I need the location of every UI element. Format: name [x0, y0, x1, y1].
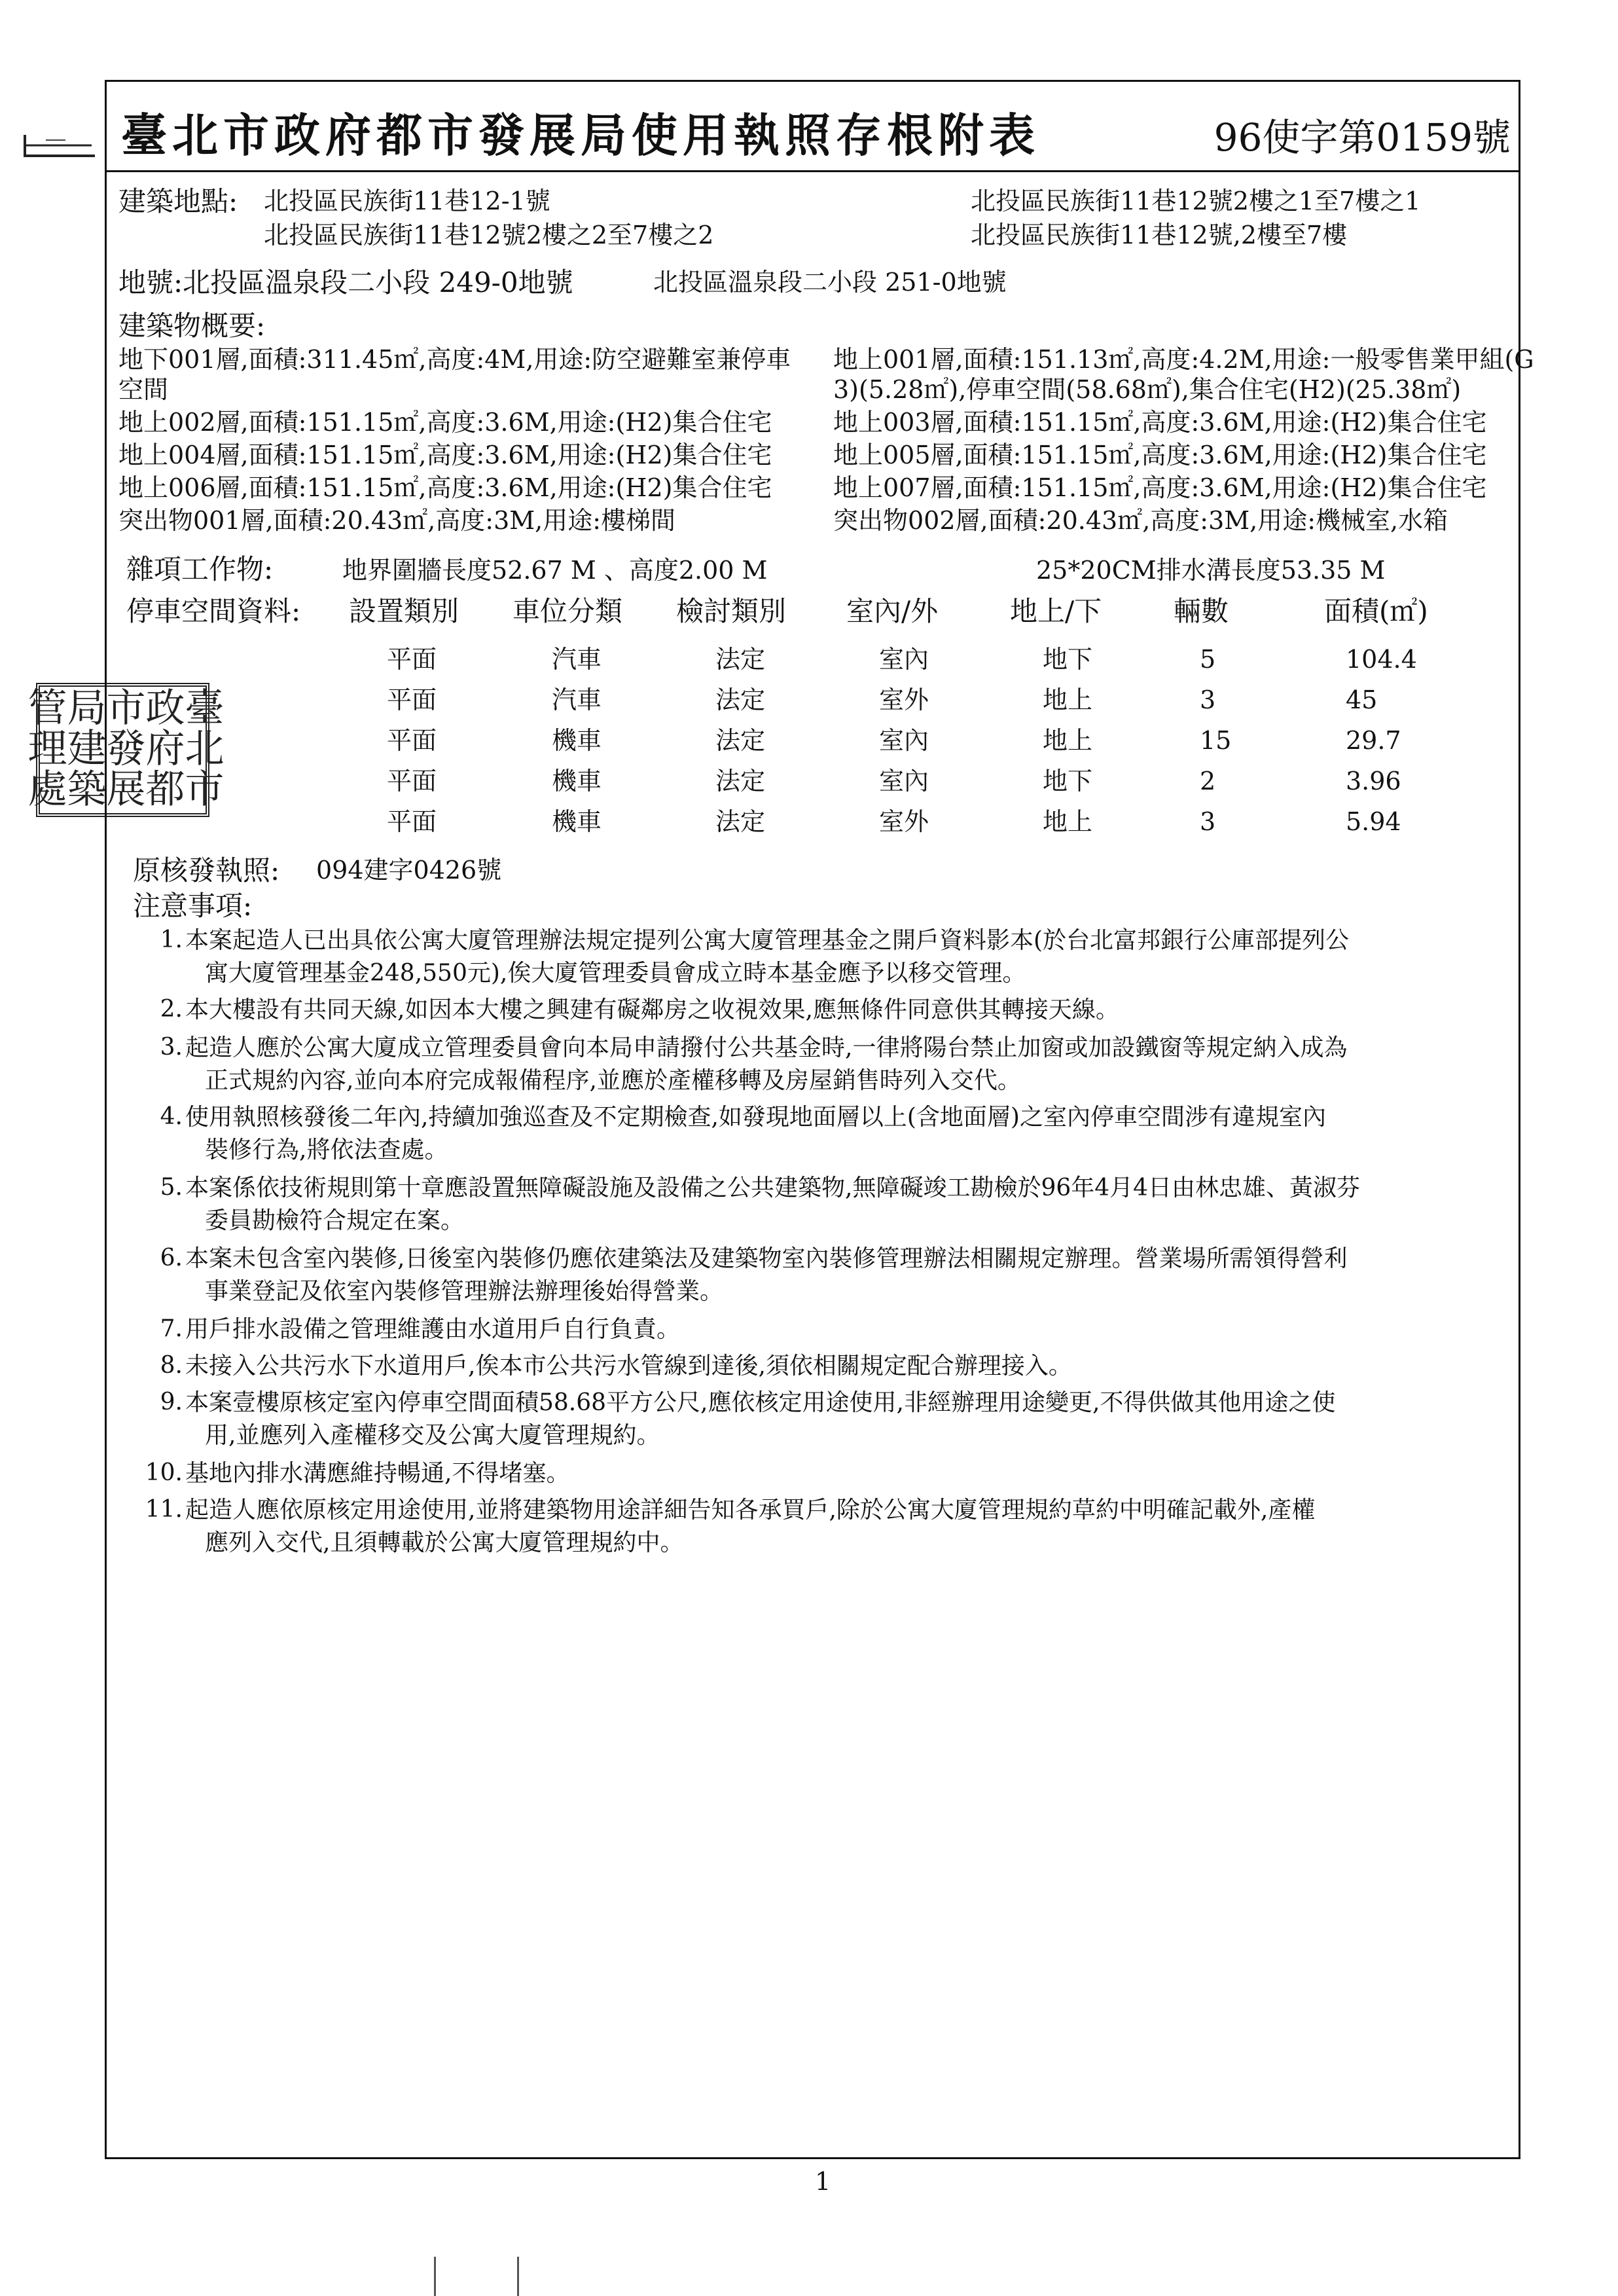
overview-right-2: 3)(5.28㎡),停車空間(58.68㎡),集合住宅(H2)(25.38㎡)	[833, 375, 1462, 404]
cell: 29.7	[1346, 726, 1401, 755]
note-number: 8.	[160, 1352, 183, 1379]
note-text: 本案係依技術規則第十章應設置無障礙設施及設備之公共建築物,無障礙竣工勘檢於96年4月4日由林忠雄、黃淑芬	[185, 1175, 1361, 1201]
cell: 5.94	[1346, 807, 1401, 836]
address-line-2: 北投區民族街11巷12號2樓之1至7樓之1	[971, 187, 1421, 215]
notes-label: 注意事項:	[133, 890, 253, 922]
overview-left-5: 地上006層,面積:151.15㎡,高度:3.6M,用途:(H2)集合住宅	[118, 473, 772, 502]
parking-header-indoor: 室內/外	[846, 595, 939, 627]
note-text: 起造人應依原核定用途使用,並將建築物用途詳細告知各承買戶,除於公寓大廈管理規約草約中明確記載外,產權	[185, 1497, 1316, 1523]
note-text: 裝修行為,將依法查處。	[205, 1137, 448, 1163]
overview-right-4: 地上005層,面積:151.15㎡,高度:3.6M,用途:(H2)集合住宅	[833, 441, 1487, 469]
cell: 地上	[1043, 807, 1093, 836]
parking-header-type: 設置類別	[349, 595, 459, 627]
note-text: 本案起造人已出具依公寓大廈管理辦法規定提列公寓大廈管理基金之開戶資料影本(於台北富邦銀行公庫部提列公	[185, 927, 1350, 954]
cell: 地上	[1043, 685, 1093, 714]
cell: 平面	[387, 726, 437, 755]
note-text: 使用執照核發後二年內,持續加強巡查及不定期檢查,如發現地面層以上(含地面層)之室內停車空間涉有違規室內	[185, 1104, 1326, 1131]
overview-right-5: 地上007層,面積:151.15㎡,高度:3.6M,用途:(H2)集合住宅	[833, 473, 1487, 502]
cell: 汽車	[552, 645, 602, 674]
cell: 室外	[879, 685, 929, 714]
note-text: 正式規約內容,並向本府完成報備程序,並應於產權移轉及房屋銷售時列入交代。	[205, 1067, 1021, 1094]
lot-number-2: 北投區溫泉段二小段 251-0地號	[653, 268, 1007, 297]
note-number: 10.	[145, 1459, 183, 1486]
note-text: 本大樓設有共同天線,如因本大樓之興建有礙鄰房之收視效果,應無條件同意供其轉接天線。	[185, 996, 1119, 1023]
title-row	[107, 82, 1519, 172]
note-number: 9.	[160, 1389, 183, 1415]
cell: 法定	[715, 685, 766, 714]
document-frame	[105, 80, 1534, 2159]
note-text: 用戶排水設備之管理維護由水道用戶自行負責。	[185, 1316, 681, 1343]
cell: 室內	[879, 726, 929, 755]
cell: 2	[1200, 767, 1216, 795]
note-text: 事業登記及依室內裝修管理辦法辦理後始得營業。	[205, 1278, 724, 1305]
parking-header-review: 檢討類別	[676, 595, 787, 627]
misc-item-2: 25*20CM排水溝長度53.35 M	[1036, 556, 1386, 585]
parking-header-vehicle: 車位分類	[512, 595, 623, 627]
note-number: 3.	[160, 1034, 183, 1061]
cell: 平面	[387, 685, 437, 714]
page-title: 臺北市政府都市發展局使用執照存根附表	[121, 108, 1040, 162]
overview-right-3: 地上003層,面積:151.15㎡,高度:3.6M,用途:(H2)集合住宅	[833, 408, 1487, 437]
cell: 45	[1346, 685, 1378, 714]
parking-header-area: 面積(㎡)	[1324, 595, 1428, 627]
note-text: 本案未包含室內裝修,日後室內裝修仍應依建築法及建築物室內裝修管理辦法相關規定辦理。營業場所需領得營利	[185, 1245, 1348, 1272]
parking-label: 停車空間資料:	[126, 595, 301, 627]
cell: 平面	[387, 767, 437, 795]
cell: 15	[1200, 726, 1232, 755]
binding-tick	[434, 2257, 436, 2296]
note-number: 4.	[160, 1103, 183, 1130]
original-permit-value: 094建字0426號	[316, 856, 502, 884]
cell: 3	[1200, 685, 1216, 714]
note-number: 1.	[160, 926, 183, 953]
misc-label: 雜項工作物:	[126, 553, 274, 585]
binding-tick	[517, 2257, 519, 2296]
cell: 機車	[552, 807, 602, 836]
permit-number: 96使字第0159號	[1214, 115, 1511, 160]
cell: 地下	[1043, 645, 1093, 674]
note-number: 5.	[160, 1174, 183, 1201]
address-label: 建築地點:	[118, 185, 238, 217]
address-line-3: 北投區民族街11巷12號2樓之2至7樓之2	[264, 221, 714, 249]
note-number: 7.	[160, 1315, 183, 1342]
note-number: 2.	[160, 996, 183, 1023]
cell: 室內	[879, 767, 929, 795]
overview-left-6: 突出物001層,面積:20.43㎡,高度:3M,用途:樓梯間	[118, 506, 676, 535]
overview-right-6: 突出物002層,面積:20.43㎡,高度:3M,用途:機械室,水箱	[833, 506, 1448, 535]
cell: 平面	[387, 807, 437, 836]
note-text: 應列入交代,且須轉載於公寓大廈管理規約中。	[205, 1529, 684, 1556]
cell: 法定	[715, 726, 766, 755]
cell: 104.4	[1346, 645, 1417, 674]
overview-left-4: 地上004層,面積:151.15㎡,高度:3.6M,用途:(H2)集合住宅	[118, 441, 772, 469]
address-line-4: 北投區民族街11巷12號,2樓至7樓	[971, 221, 1348, 249]
overview-label: 建築物概要:	[118, 310, 266, 342]
note-text: 用,並應列入產權移交及公寓大廈管理規約。	[205, 1422, 660, 1449]
page-number: 1	[815, 2167, 831, 2196]
note-number: 6.	[160, 1245, 183, 1271]
original-permit-label: 原核發執照:	[133, 854, 280, 886]
address-line-1: 北投區民族街11巷12-1號	[264, 187, 550, 215]
note-text: 未接入公共污水下水道用戶,俟本市公共污水管線到達後,須依相關規定配合辦理接入。	[185, 1353, 1072, 1379]
cell: 地下	[1043, 767, 1093, 795]
note-text: 寓大廈管理基金248,550元),俟大廈管理委員會成立時本基金應予以移交管理。	[205, 960, 1026, 987]
overview-left-2: 空間	[118, 375, 169, 404]
cell: 平面	[387, 645, 437, 674]
misc-item-1: 地界圍牆長度52.67 M 、高度2.00 M	[342, 556, 768, 585]
note-text: 基地內排水溝應維持暢通,不得堵塞。	[185, 1460, 570, 1487]
overview-right-1: 地上001層,面積:151.13㎡,高度:4.2M,用途:一般零售業甲組(G	[833, 345, 1534, 374]
cell: 法定	[715, 807, 766, 836]
parking-header-level: 地上/下	[1010, 595, 1102, 627]
margin-mark-icon	[20, 131, 98, 160]
cell: 地上	[1043, 726, 1093, 755]
note-text: 本案壹樓原核定室內停車空間面積58.68平方公尺,應依核定用途使用,非經辦理用途變更,不得供做其他用途之使	[185, 1389, 1336, 1416]
cell: 法定	[715, 645, 766, 674]
cell: 汽車	[552, 685, 602, 714]
cell: 法定	[715, 767, 766, 795]
cell: 3.96	[1346, 767, 1401, 795]
note-text: 委員勘檢符合規定在案。	[205, 1207, 465, 1234]
note-number: 11.	[145, 1496, 183, 1523]
seal-text: 臺北市政府都市發展局建築管理處	[21, 687, 225, 809]
note-text: 起造人應於公寓大廈成立管理委員會向本局申請撥付公共基金時,一律將陽台禁止加窗或加設鐵窗等規定納入成為	[185, 1034, 1348, 1061]
parking-header-count: 輛數	[1174, 595, 1229, 627]
cell: 3	[1200, 807, 1216, 836]
cell: 室內	[879, 645, 929, 674]
cell: 5	[1200, 645, 1216, 674]
cell: 機車	[552, 767, 602, 795]
cell: 室外	[879, 807, 929, 836]
overview-left-3: 地上002層,面積:151.15㎡,高度:3.6M,用途:(H2)集合住宅	[118, 408, 772, 437]
overview-left-1: 地下001層,面積:311.45㎡,高度:4M,用途:防空避難室兼停車	[118, 345, 791, 374]
lot-number-1: 地號:北投區溫泉段二小段 249-0地號	[118, 266, 573, 299]
cell: 機車	[552, 726, 602, 755]
